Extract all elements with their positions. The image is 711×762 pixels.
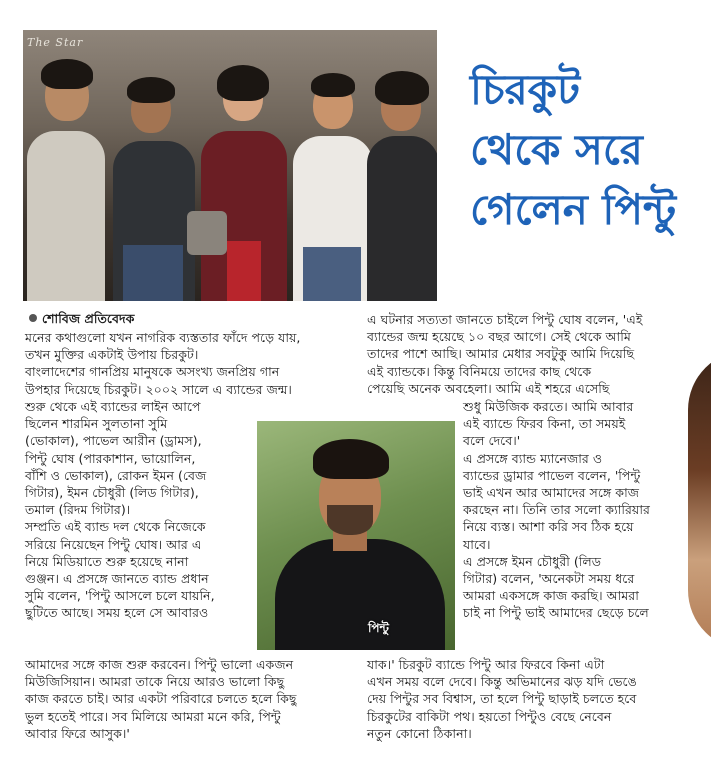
col1-top-block xyxy=(25,329,300,398)
text-line: ভাই এখন আর আমাদের সঙ্গে কাজ xyxy=(463,485,639,501)
text-line: দেয় পিন্টুর সব বিশ্বাস, তা হলে পিন্টু ছাড়াই চলতে হবে xyxy=(367,691,637,707)
text-line: নিয়ে ব্যস্ত। আশা করি সব ঠিক হয়ে xyxy=(463,519,634,535)
col2-top-block xyxy=(367,311,642,397)
text-line: এই ব্যান্ডে ফিরব কিনা, তা সময়ই xyxy=(463,416,626,432)
text-line: তাদের পাশে আছি। আমার মেধার সবটুকু আমি দিয়েছি xyxy=(367,346,635,362)
text-line: নতুন কোনো ঠিকানা। xyxy=(367,725,472,741)
text-line: ছুটিতে আছে। সময় হলে সে আবারও xyxy=(25,605,209,621)
text-line: তখন মুক্তির একটাই উপায় চিরকুট। xyxy=(25,347,199,363)
headline-line-1: চিরকুট xyxy=(470,65,581,114)
text-line: গিটার) বলেন, 'অনেকটা সময় ধরে xyxy=(463,571,635,587)
headline-line-3: গেলেন পিন্টু xyxy=(470,185,676,234)
group-photo xyxy=(23,30,437,301)
text-line: সম্প্রতি এই ব্যান্ড দল থেকে নিজেকে xyxy=(25,519,206,535)
text-line: নিয়ে মিডিয়াতে শুরু হয়েছে নানা xyxy=(25,553,189,569)
byline-text: শোবিজ প্রতিবেদক xyxy=(42,311,135,326)
text-line: মনের কথাগুলো যখন নাগরিক ব্যস্ততার ফাঁদে পড়ে যায়, xyxy=(25,330,301,345)
byline xyxy=(29,311,134,331)
text-line: তমাল (রিদম গিটার)। xyxy=(25,502,131,518)
text-line: সরিয়ে নিয়েছেন পিন্টু ঘোষ। আর এ xyxy=(25,536,202,552)
photo-person-1 xyxy=(23,51,109,301)
text-line: কাজ করতে চাই। আর একটা পরিবারে চলতে হলে কিছু xyxy=(25,691,297,707)
col2-bottom-block xyxy=(367,656,637,742)
text-line: শুধু মিউজিক করতে। আমি আবার xyxy=(463,399,634,414)
text-line: পিন্টু ঘোষ (পারকাশান, ভায়োলিন, xyxy=(25,450,196,466)
text-line: ছিলেন শারমিন সুলতানা সুমি xyxy=(25,416,168,432)
text-line: ব্যান্ডের ড্রামার পাভেল বলেন, 'পিন্টু xyxy=(463,467,641,483)
col1-mid-block xyxy=(25,398,215,622)
photo-person-2 xyxy=(107,69,199,301)
photo-person-3 xyxy=(193,61,293,301)
text-line: বাঁশি ও ভোকাল), রোকন ইমন (বেজ xyxy=(25,467,207,483)
text-line: চিরকুটের বাকিটা পথ। হয়তো পিন্টুও বেছে নেবেন xyxy=(367,708,612,724)
headline xyxy=(470,60,705,240)
text-line: চাই না পিন্টু ভাই আমাদের ছেড়ে চলে xyxy=(463,605,649,621)
text-line: সুমি বলেন, 'পিন্টু আসলে চলে যায়নি, xyxy=(25,588,215,604)
text-line: যাক।' চিরকুট ব্যান্ডে পিন্টু আর ফিরবে কিনা এটা xyxy=(367,657,605,672)
side-photo-partial xyxy=(680,330,711,660)
bullet-icon xyxy=(29,314,37,322)
text-line: শুরু থেকে এই ব্যান্ডের লাইন আপে xyxy=(25,399,201,414)
text-line: মিউজিসিয়ান। আমরা তাকে নিয়ে আরও ভালো কিছু xyxy=(25,674,285,690)
text-line: এখন সময় বলে দেবে। কিন্তু অভিমানের ঝড় যদি ভেঙে xyxy=(367,674,637,690)
text-line: উপহার দিয়েছে চিরকুট। ২০০২ সালে এ ব্যান্ডের জন্ম। xyxy=(25,381,292,397)
text-line: গুঞ্জন। এ প্রসঙ্গে জানতে ব্যান্ড প্রধান xyxy=(25,571,209,587)
col2-mid-block xyxy=(463,398,650,622)
portrait-photo xyxy=(257,421,455,650)
headline-line-2: থেকে সরে xyxy=(470,125,643,174)
portrait-caption: পিন্টু xyxy=(367,621,389,635)
text-line: বলে দেবে।' xyxy=(463,433,521,449)
text-line: করছেন না। তিনি তার সলো ক্যারিয়ার xyxy=(463,502,650,518)
text-line: এ প্রসঙ্গে ব্যান্ড ম্যানেজার ও xyxy=(463,450,603,466)
text-line: (ভোকাল), পাভেল আরীন (ড্রামস), xyxy=(25,433,202,449)
text-line: এ ঘটনার সত্যতা জানতে চাইলে পিন্টু ঘোষ বলেন, 'এই xyxy=(367,312,643,327)
text-line: এই ব্যান্ডকে। কিন্তু বিনিময়ে তাদের কাছ থেকে xyxy=(367,363,592,379)
text-line: আমাদের সঙ্গে কাজ শুরু করবেন। পিন্টু ভালো একজন xyxy=(25,657,294,672)
col1-bottom-block xyxy=(25,656,297,742)
text-line: ব্যান্ডের জন্ম হয়েছে ১০ বছর আগে। সেই থেকে আমি xyxy=(367,329,631,345)
text-line: আমরা একসঙ্গে কাজ করছি। আমরা xyxy=(463,588,639,604)
text-line: গিটার), ইমন চৌধুরী (লিড গিটার), xyxy=(25,485,199,501)
photo-person-5 xyxy=(363,65,437,301)
text-line: বাংলাদেশের গানপ্রিয় মানুষকে অসংখ্য জনপ্রিয় গান xyxy=(25,364,280,380)
text-line: পেয়েছি অনেক অবহেলা। আমি এই শহরে এসেছি xyxy=(367,380,610,396)
text-line: যাবে। xyxy=(463,536,491,552)
text-line: ভুল হতেই পারে। সব মিলিয়ে আমরা মনে করি, পিন্টু xyxy=(25,708,281,724)
photo-wall-text: The Star xyxy=(27,36,84,49)
text-line: আবার ফিরে আসুক।' xyxy=(25,725,130,741)
text-line: এ প্রসঙ্গে ইমন চৌধুরী (লিড xyxy=(463,553,602,569)
